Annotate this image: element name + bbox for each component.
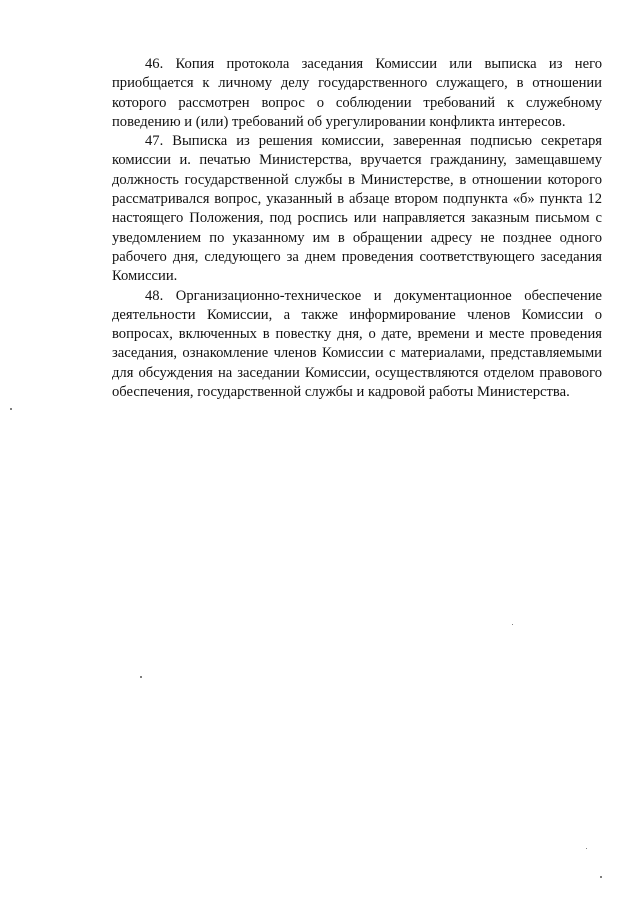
document-body [112,55,602,402]
scan-speck [600,876,602,878]
paragraph-number: 47. [145,133,164,150]
scan-speck [140,676,142,678]
paragraph-number: 48. [145,287,164,304]
paragraph-text: Выписка из решения комиссии, заверенная подписью секретаря комиссии и. печатью Министерства, вручается гражданину, замещавшему должность государственной службы в Министерстве, в отношении которого рассматривался вопрос, указанный в абзаце втором подпункта «б» пункта 12 настоящего Положения, под роспись или направляется заказным письмом с уведомлением по указанному им в обращении адресу не позднее одного рабочего дня, следующего за днем проведения соответствующего заседания Комиссии. [112,133,602,285]
paragraph-text: Копия протокола заседания Комиссии или выписка из него приобщается к личному делу государственного служащего, в отношении которого рассмотрен вопрос о соблюдении требований к служебному поведению и (или) требований об урегулировании конфликта интересов. [112,56,602,130]
paragraph-46 [112,55,602,132]
paragraph-48 [112,287,602,403]
scan-speck [10,408,12,410]
scan-speck [512,624,513,625]
paragraph-47 [112,132,602,286]
paragraph-text: Организационно-техническое и документационное обеспечение деятельности Комиссии, а также информирование членов Комиссии о вопросах, включенных в повестку дня, о дате, времени и месте проведения заседания, ознакомление членов Комиссии с материалами, представляемыми для обсуждения на заседании Комиссии, осуществляются отделом правового обеспечения, государственной службы и кадровой работы Министерства. [112,287,602,401]
paragraph-number: 46. [145,56,164,72]
scan-speck [586,848,587,849]
